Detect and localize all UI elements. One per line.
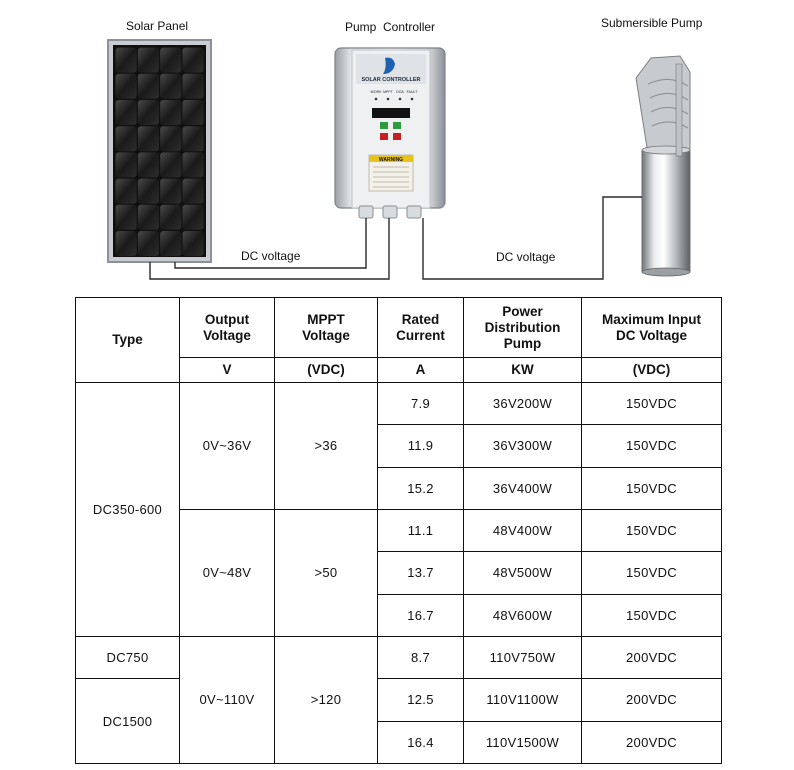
type-cell: DC350-600 <box>76 383 180 637</box>
output-voltage-cell: 0V~110V <box>180 636 275 763</box>
mppt-voltage-cell: >36 <box>275 383 378 510</box>
panel-cell <box>138 231 159 256</box>
panel-cell <box>183 48 204 73</box>
panel-cell <box>116 179 137 204</box>
indicator-light <box>411 98 414 101</box>
spec-table <box>75 297 722 764</box>
rated-current-cell: 8.7 <box>378 636 464 678</box>
max-input-cell: 200VDC <box>582 721 722 763</box>
panel-cell <box>183 74 204 99</box>
panel-cell <box>160 126 181 151</box>
panel-cell <box>138 152 159 177</box>
panel-cell <box>160 74 181 99</box>
header-output-voltage-text: Output Voltage <box>203 311 251 343</box>
header-rated-current-text: Rated Current <box>396 311 445 343</box>
power-cell: 110V1100W <box>464 679 582 721</box>
panel-cell <box>138 205 159 230</box>
wire-label-right: DC voltage <box>496 250 556 264</box>
panel-cell <box>183 231 204 256</box>
rated-current-cell: 16.7 <box>378 594 464 636</box>
panel-cell <box>183 205 204 230</box>
power-cell: 48V400W <box>464 509 582 551</box>
power-cell: 36V200W <box>464 383 582 425</box>
panel-cell <box>116 48 137 73</box>
rated-current-cell: 7.9 <box>378 383 464 425</box>
panel-cell <box>116 100 137 125</box>
max-input-cell: 150VDC <box>582 467 722 509</box>
pump-controller-image <box>335 48 445 218</box>
submersible-pump-image <box>636 56 690 276</box>
panel-cell <box>138 126 159 151</box>
header-mppt-voltage-text: MPPT Voltage <box>302 311 350 343</box>
solar-panel-image <box>108 40 211 262</box>
panel-cell <box>160 100 181 125</box>
indicator-label: DOA <box>396 90 404 94</box>
panel-cell <box>138 179 159 204</box>
header-rated-current <box>378 298 464 358</box>
header-row <box>76 298 722 358</box>
unit-max-input: (VDC) <box>582 358 722 383</box>
panel-cell <box>138 48 159 73</box>
power-cell: 48V500W <box>464 552 582 594</box>
unit-output-voltage: V <box>180 358 275 383</box>
rated-current-cell: 13.7 <box>378 552 464 594</box>
rated-current-cell: 11.1 <box>378 509 464 551</box>
max-input-cell: 150VDC <box>582 552 722 594</box>
panel-cell <box>160 179 181 204</box>
panel-cell <box>116 74 137 99</box>
indicator-label: MPPT <box>383 90 393 94</box>
header-type: Type <box>76 298 180 383</box>
controller-brand-text: SOLAR CONTROLLER <box>361 77 421 83</box>
rated-current-cell: 11.9 <box>378 425 464 467</box>
header-output-voltage <box>180 298 275 358</box>
rated-current-cell: 12.5 <box>378 679 464 721</box>
type-cell: DC1500 <box>76 679 180 764</box>
output-voltage-cell: 0V~48V <box>180 509 275 636</box>
power-cell: 36V400W <box>464 467 582 509</box>
indicator-label: WORK <box>370 90 382 94</box>
panel-cell <box>160 231 181 256</box>
system-diagram <box>0 0 794 297</box>
header-max-input-text: Maximum Input DC Voltage <box>601 311 701 343</box>
panel-cell <box>160 205 181 230</box>
max-input-cell: 150VDC <box>582 594 722 636</box>
panel-cell <box>183 100 204 125</box>
indicator-light <box>387 98 390 101</box>
table-row <box>76 679 722 721</box>
indicator-light <box>399 98 402 101</box>
panel-cell <box>160 152 181 177</box>
max-input-cell: 200VDC <box>582 636 722 678</box>
header-mppt-voltage <box>275 298 378 358</box>
type-cell: DC750 <box>76 636 180 678</box>
panel-cell <box>160 48 181 73</box>
controller-label: Pump Controller <box>345 20 436 34</box>
indicator-label: FAULT <box>406 90 418 94</box>
max-input-cell: 150VDC <box>582 509 722 551</box>
mppt-voltage-cell: >120 <box>275 636 378 763</box>
panel-cell <box>138 100 159 125</box>
panel-cell <box>116 205 137 230</box>
panel-cell <box>116 231 137 256</box>
panel-cell <box>183 179 204 204</box>
power-cell: 36V300W <box>464 425 582 467</box>
panel-cell <box>116 152 137 177</box>
panel-cell <box>183 152 204 177</box>
header-power <box>464 298 582 358</box>
power-cell: 48V600W <box>464 594 582 636</box>
rated-current-cell: 15.2 <box>378 467 464 509</box>
table-row <box>76 636 722 678</box>
max-input-cell: 150VDC <box>582 383 722 425</box>
panel-cell <box>183 126 204 151</box>
header-max-input <box>582 298 722 358</box>
power-cell: 110V750W <box>464 636 582 678</box>
unit-power: KW <box>464 358 582 383</box>
controller-warning-text: WARNING <box>378 157 404 163</box>
panel-cell <box>138 74 159 99</box>
pump-label: Submersible Pump <box>601 16 703 30</box>
indicator-light <box>375 98 378 101</box>
mppt-voltage-cell: >50 <box>275 509 378 636</box>
panel-cell <box>116 126 137 151</box>
max-input-cell: 150VDC <box>582 425 722 467</box>
output-voltage-cell: 0V~36V <box>180 383 275 510</box>
table-row <box>76 383 722 425</box>
header-power-text: Power Distribution Pump <box>484 303 561 351</box>
unit-mppt-voltage: (VDC) <box>275 358 378 383</box>
unit-rated-current: A <box>378 358 464 383</box>
power-cell: 110V1500W <box>464 721 582 763</box>
max-input-cell: 200VDC <box>582 679 722 721</box>
wire-label-left: DC voltage <box>241 249 301 263</box>
rated-current-cell: 16.4 <box>378 721 464 763</box>
solar-panel-label: Solar Panel <box>126 19 189 33</box>
